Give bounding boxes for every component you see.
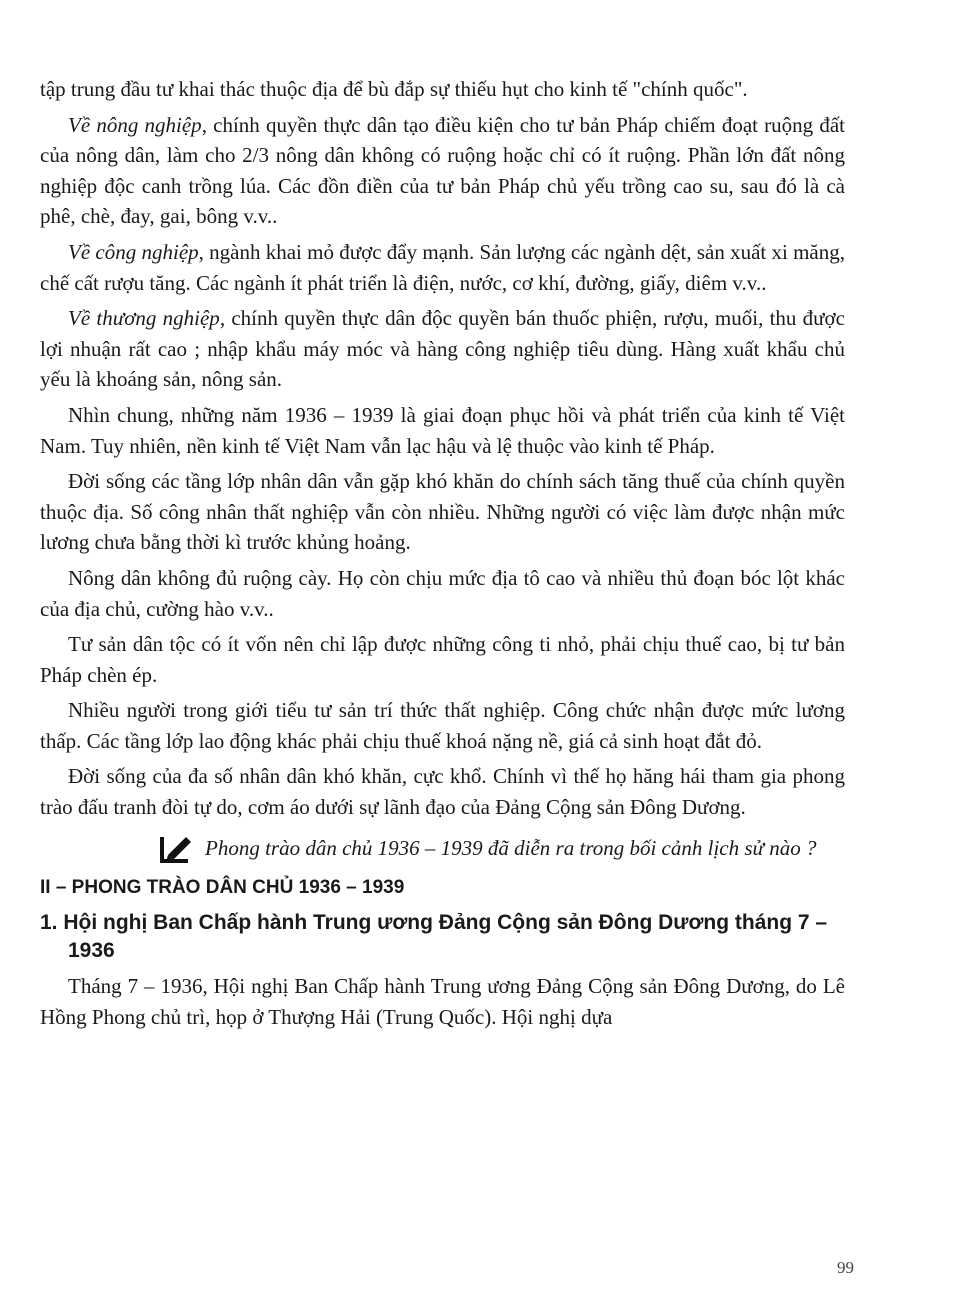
paragraph-agriculture: Về nông nghiệp, chính quyền thực dân tạo điều kiện cho tư bản Pháp chiếm đoạt ruộng đất của nông dân, làm cho 2/3 nông dân không có ruộng hoặc chỉ có ít ruộng. Phần lớn đất nông nghiệp độc canh trồng lúa. Các đồn điền của tư bản Pháp chủ yếu trồng cao su, sau đó là cà phê, chè, đay, gai, bông v.v.. [40, 112, 845, 229]
paragraph-petty-bourgeoisie: Nhiều người trong giới tiểu tư sản trí thức thất nghiệp. Công chức nhận được mức lương thấp. Các tầng lớp lao động khác phải chịu thuế khoá nặng nề, giá cả sinh hoạt đắt đỏ. [40, 698, 845, 753]
subsection-heading: 1. Hội nghị Ban Chấp hành Trung ương Đảng Cộng sản Đông Dương tháng 7 – 1936 [40, 911, 828, 963]
lead-industry: Về công nghiệp [68, 239, 199, 264]
pencil-question-icon [158, 835, 194, 865]
paragraph-living-conditions: Đời sống các tầng lớp nhân dân vẫn gặp khó khăn do chính sách tăng thuế của chính quyền thuộc địa. Số công nhân thất nghiệp vẫn còn nhiều. Những người có việc làm được nhận mức lương chưa bằng thời kì trước khủng hoảng. [40, 469, 845, 555]
paragraph-conference: Tháng 7 – 1936, Hội nghị Ban Chấp hành Trung ương Đảng Cộng sản Đông Dương, do Lê Hồng Phong chủ trì, họp ở Thượng Hải (Trung Quốc). Hội nghị dựa [40, 974, 845, 1029]
paragraph-industry: Về công nghiệp, ngành khai mỏ được đẩy mạnh. Sản lượng các ngành dệt, sản xuất xi măng, chế cất rượu tăng. Các ngành ít phát triển là điện, nước, cơ khí, đường, giấy, diêm v.v.. [40, 239, 845, 295]
lead-agriculture: Về nông nghiệp [68, 112, 202, 137]
paragraph-bourgeoisie: Tư sản dân tộc có ít vốn nên chỉ lập được những công ti nhỏ, phải chịu thuế cao, bị tư bản Pháp chèn ép. [40, 632, 845, 687]
paragraph-conclusion: Đời sống của đa số nhân dân khó khăn, cực khổ. Chính vì thế họ hăng hái tham gia phong trào đấu tranh đòi tự do, cơm áo dưới sự lãnh đạo của Đảng Cộng sản Đông Dương. [40, 764, 845, 820]
page-number: 99 [837, 1258, 854, 1277]
paragraph-overview: Nhìn chung, những năm 1936 – 1939 là giai đoạn phục hồi và phát triển của kinh tế Việt Nam. Tuy nhiên, nền kinh tế Việt Nam vẫn lạc hậu và lệ thuộc vào kinh tế Pháp. [40, 402, 845, 458]
paragraph-peasants: Nông dân không đủ ruộng cày. Họ còn chịu mức địa tô cao và nhiều thủ đoạn bóc lột khác của địa chủ, cường hào v.v.. [40, 565, 845, 621]
section-heading: II – PHONG TRÀO DÂN CHỦ 1936 – 1939 [40, 877, 405, 899]
question-text: Phong trào dân chủ 1936 – 1939 đã diễn ra trong bối cảnh lịch sử nào ? [205, 835, 817, 860]
body-text [40, 74, 845, 1037]
paragraph-commerce: Về thương nghiệp, chính quyền thực dân độc quyền bán thuốc phiện, rượu, muối, thu được lợi nhuận rất cao ; nhập khẩu máy móc và hàng công nghiệp tiêu dùng. Hàng xuất khẩu chủ yếu là khoáng sản, nông sản. [40, 306, 845, 392]
review-question [40, 833, 845, 864]
lead-commerce: Về thương nghiệp [68, 306, 220, 331]
paragraph-intro: tập trung đầu tư khai thác thuộc địa để bù đắp sự thiếu hụt cho kinh tế "chính quốc". [40, 77, 748, 101]
